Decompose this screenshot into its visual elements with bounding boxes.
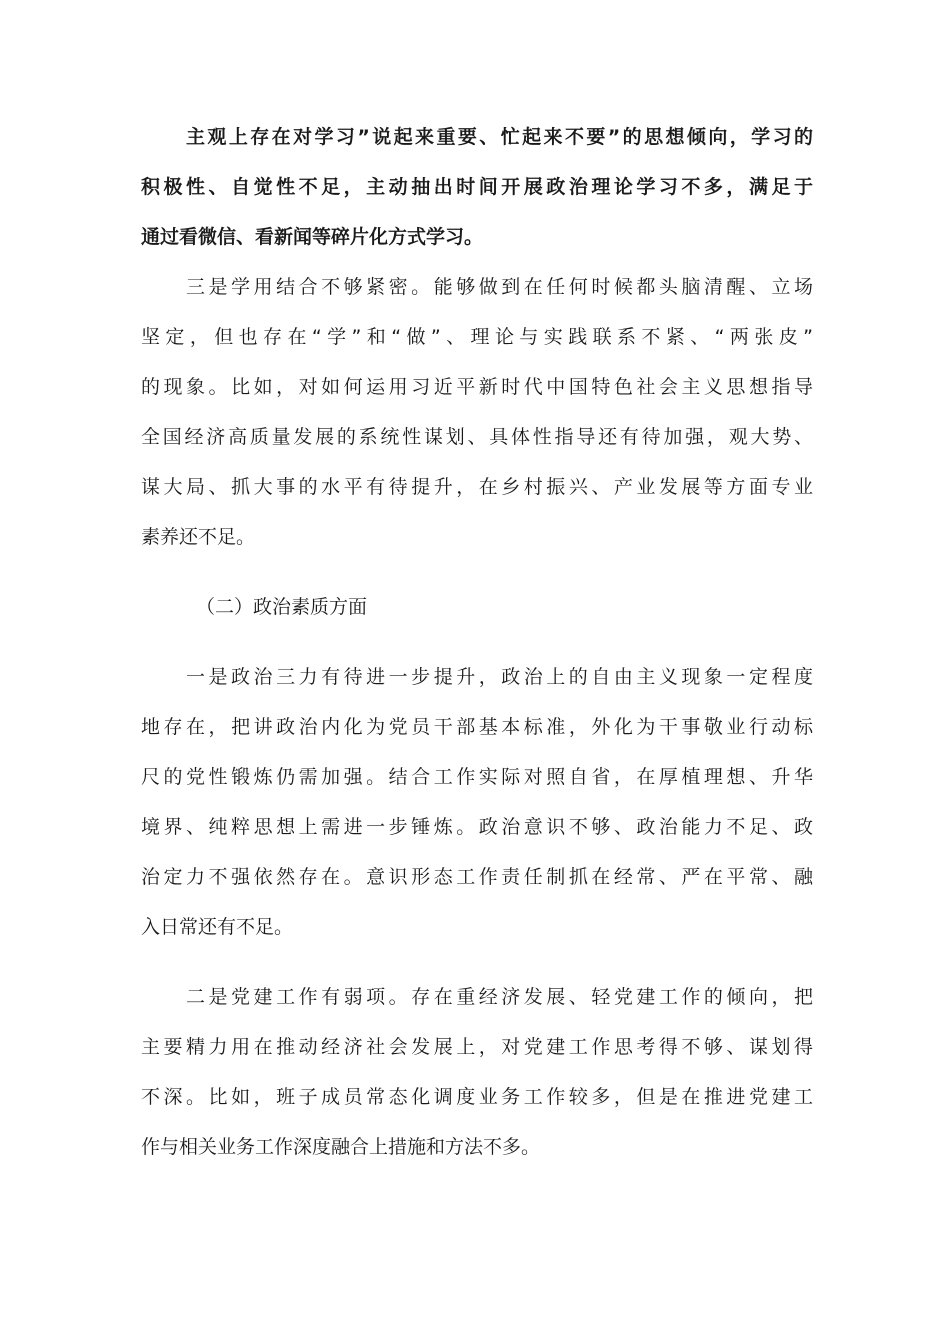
paragraph-2-line-2: 坚定，但也存在“学”和“做”、理论与实践联系不紧、“两张皮” <box>141 326 813 348</box>
paragraph-2-line-5: 谋大局、抓大事的水平有待提升，在乡村振兴、产业发展等方面专业 <box>141 476 813 498</box>
paragraph-1-line-3: 通过看微信、看新闻等碎片化方式学习。 <box>141 226 484 248</box>
paragraph-3-line-4: 境界、纯粹思想上需进一步锤炼。政治意识不够、政治能力不足、政 <box>141 816 813 838</box>
paragraph-3-line-6: 入日常还有不足。 <box>141 916 294 938</box>
paragraph-4-line-1: 二是党建工作有弱项。存在重经济发展、轻党建工作的倾向，把 <box>186 986 813 1008</box>
paragraph-3-line-2: 地存在，把讲政治内化为党员干部基本标准，外化为干事敬业行动标 <box>141 716 813 738</box>
paragraph-2-line-4: 全国经济高质量发展的系统性谋划、具体性指导还有待加强，观大势、 <box>141 426 813 448</box>
paragraph-3-line-5: 治定力不强依然存在。意识形态工作责任制抓在经常、严在平常、融 <box>141 866 813 888</box>
paragraph-2-line-1: 三是学用结合不够紧密。能够做到在任何时候都头脑清醒、立场 <box>186 276 813 298</box>
paragraph-3-line-3: 尺的党性锻炼仍需加强。结合工作实际对照自省，在厚植理想、升华 <box>141 766 813 788</box>
paragraph-1-line-2: 积极性、自觉性不足，主动抽出时间开展政治理论学习不多，满足于 <box>141 176 813 198</box>
paragraph-1-line-1: 主观上存在对学习”说起来重要、忙起来不要”的思想倾向，学习的 <box>186 126 813 148</box>
section-heading: （二）政治素质方面 <box>196 596 368 618</box>
paragraph-4-line-2: 主要精力用在推动经济社会发展上，对党建工作思考得不够、谋划得 <box>141 1036 813 1058</box>
paragraph-3-line-1: 一是政治三力有待进一步提升，政治上的自由主义现象一定程度 <box>186 666 813 688</box>
paragraph-2-line-3: 的现象。比如，对如何运用习近平新时代中国特色社会主义思想指导 <box>141 376 813 398</box>
paragraph-2-line-6: 素养还不足。 <box>141 526 256 548</box>
paragraph-4-line-4: 作与相关业务工作深度融合上措施和方法不多。 <box>141 1136 541 1158</box>
paragraph-4-line-3: 不深。比如，班子成员常态化调度业务工作较多，但是在推进党建工 <box>141 1086 813 1108</box>
